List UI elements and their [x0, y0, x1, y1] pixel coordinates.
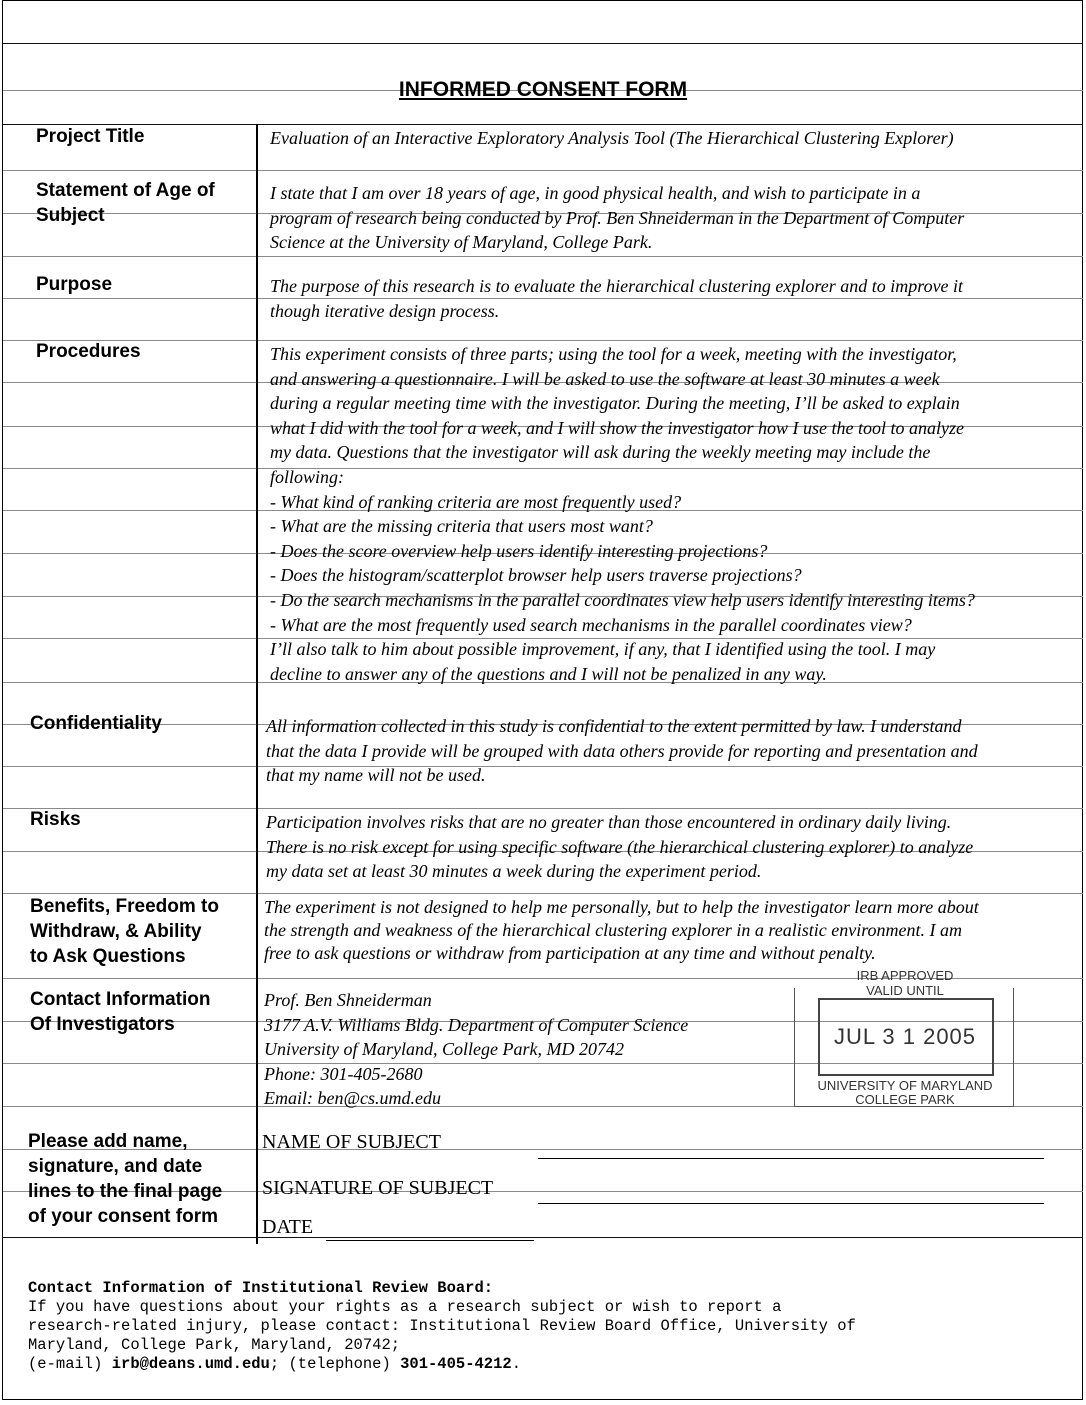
stamp-college-park: COLLEGE PARK [855, 1092, 955, 1107]
contact-investigators-label: Contact Information Of Investigators [30, 989, 211, 1035]
purpose-label: Purpose [36, 274, 113, 295]
divider [3, 808, 1083, 809]
signature-of-subject-label: SIGNATURE OF SUBJECT [262, 1177, 494, 1199]
risks-label: Risks [30, 809, 81, 830]
confidentiality-text: All information collected in this study is confidential to the extent permitted by law. I understand that the data I provide will be grouped with data others provide for reporting and presentation and that my name will not be used. [266, 716, 978, 785]
irb-phone: 301-405-4212 [400, 1355, 512, 1373]
procedures-label: Procedures [36, 341, 141, 362]
confidentiality-label: Confidentiality [30, 713, 162, 734]
irb-email: irb@deans.umd.edu [111, 1355, 270, 1373]
purpose-text: The purpose of this research is to evaluate the hierarchical clustering explorer and to improve it though iterative design process. [270, 276, 964, 321]
divider [3, 1237, 1083, 1238]
irb-line: If you have questions about your rights as a research subject or wish to report a [28, 1298, 782, 1316]
stamp-date: JUL 3 1 2005 [833, 1024, 977, 1049]
date-line[interactable] [326, 1240, 534, 1241]
column-divider [256, 124, 258, 1244]
signature-instructions-label: Please add name, signature, and date lines to the final page of your consent form [28, 1131, 223, 1227]
name-of-subject-label: NAME OF SUBJECT [262, 1131, 441, 1153]
irb-approval-stamp [794, 966, 1016, 1112]
divider [3, 340, 1083, 341]
irb-contact-block [28, 1260, 856, 1393]
benefits-text: The experiment is not designed to help me personally, but to help the investigator learn more about the strength and weakness of the hierarchical clustering explorer in a realistic environment. I am free to ask questions or withdraw from participation at any time and without penalty. [264, 897, 979, 964]
irb-line: Maryland, College Park, Maryland, 20742; [28, 1336, 401, 1354]
name-line[interactable] [538, 1158, 1044, 1159]
irb-contact-line: (e-mail) irb@deans.umd.edu; (telephone) 301-405-4212. [28, 1355, 522, 1373]
age-statement-text: I state that I am over 18 years of age, in good physical health, and wish to participate in a program of research being conducted by Prof. Ben Shneiderman in the Department of Computer Science at the University of Maryland, College Park. [270, 183, 965, 252]
contact-investigators-text: Prof. Ben Shneiderman 3177 A.V. Williams Bldg. Department of Computer Science University of Maryland, College Park, MD 20742 Phone: 301-405-2680 Email: ben@cs.umd.edu [264, 990, 689, 1108]
stamp-university: UNIVERSITY OF MARYLAND [817, 1078, 993, 1093]
divider [3, 256, 1083, 257]
form-title: INFORMED CONSENT FORM [398, 78, 688, 101]
divider [3, 170, 1083, 171]
age-statement-label: Statement of Age of Subject [36, 180, 215, 226]
risks-text: Participation involves risks that are no greater than those encountered in ordinary daily living. There is no risk except for using specific software (the hierarchical clustering explorer) to analyze my data set at least 30 minutes a week during the experiment period. [266, 812, 974, 881]
stamp-irb-approved: IRB APPROVED [856, 968, 954, 983]
project-title-label: Project Title [36, 126, 145, 147]
irb-line: research-related injury, please contact: Institutional Review Board Office, University of [28, 1317, 856, 1335]
irb-heading: Contact Information of Institutional Review Board: [28, 1279, 494, 1297]
divider [3, 43, 1083, 44]
project-title-text: Evaluation of an Interactive Exploratory Analysis Tool (The Hierarchical Clustering Explorer) [270, 128, 954, 148]
benefits-label: Benefits, Freedom to Withdraw, & Ability to Ask Questions [30, 896, 219, 967]
procedures-text: This experiment consists of three parts; using the tool for a week, meeting with the investigator, and answering a questionnaire. I will be asked to use the software at least 30 minutes a week during a regular meeting time with the investigator. During the meeting, I’ll be asked to explain what I did with the tool for a week, and I will show the investigator how I use the tool to analyze my data. Questions that the investigator will ask during the weekly meeting may include the following: - What kind of ranking criteria are most frequently used? - What are the missing criteria that users most want? - Does the score overview help users identify interesting projections? - Does the histogram/scatterplot browser help users traverse projections? - Do the search mechanisms in the parallel coordinates view help users identify interesting items? - What are the most frequently used search mechanisms in the parallel coordinates view? I’ll also talk to him about possible improvement, if any, that I identified using the tool. I may decline to answer any of the questions and I will not be penalized in any way. [270, 344, 975, 684]
signature-line[interactable] [538, 1203, 1044, 1204]
stamp-valid-until: VALID UNTIL [866, 983, 944, 998]
divider [3, 124, 1083, 125]
date-label: DATE [262, 1216, 314, 1238]
